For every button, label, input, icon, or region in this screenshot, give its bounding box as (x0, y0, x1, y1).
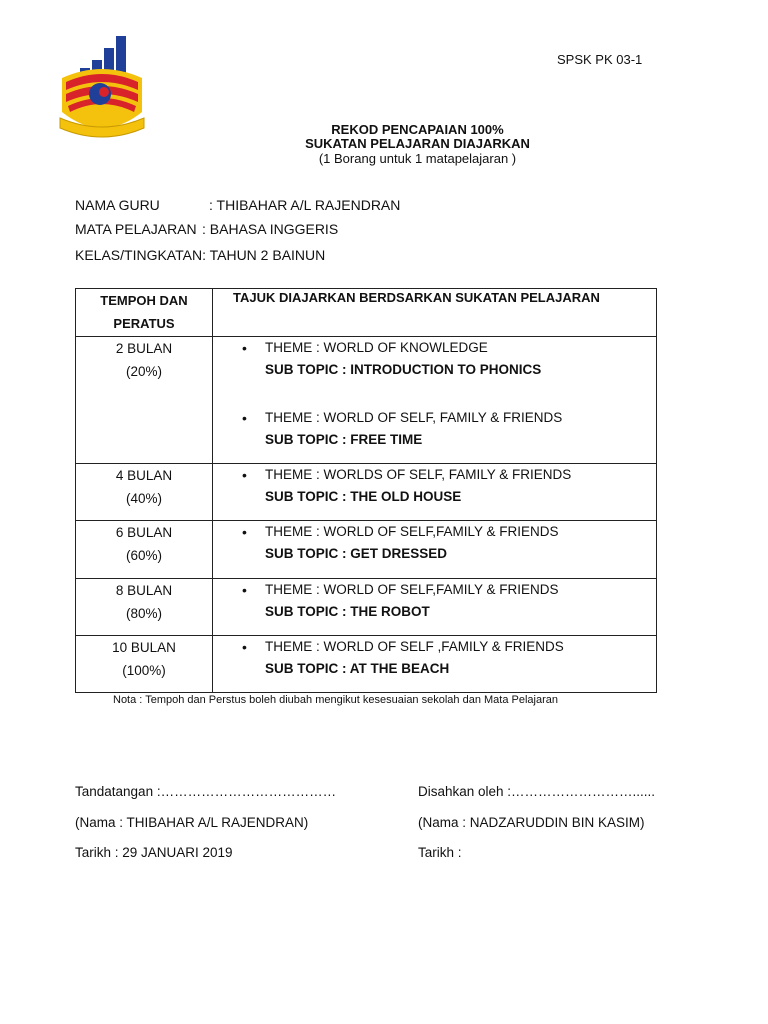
period-cell: 8 BULAN (80%) (76, 579, 213, 636)
topic-cell: • THEME : WORLD OF SELF,FAMILY & FRIENDS SUB TOPIC : GET DRESSED (213, 521, 657, 579)
signature-line-approver: Disahkan oleh :………………………...... (418, 784, 656, 799)
header-period-cell: TEMPOH DAN PERATUS (76, 289, 213, 337)
info-teacher-name: NAMA GURU : THIBAHAR A/L RAJENDRAN (75, 197, 401, 213)
teacher-name: (Nama : THIBAHAR A/L RAJENDRAN) (75, 815, 309, 830)
table-row (76, 464, 657, 521)
form-code: SPSK PK 03-1 (557, 52, 643, 67)
bullet-icon: • (242, 639, 247, 655)
table-row (76, 521, 657, 579)
signature-line-teacher: Tandatangan :………………………………… (75, 784, 337, 799)
table-row (76, 636, 657, 693)
info-class: KELAS/TINGKATAN: TAHUN 2 BAINUN (75, 247, 326, 263)
footnote: Nota : Tempoh dan Perstus boleh diubah mengikut kesesuaian sekolah dan Mata Pelajaran (113, 694, 558, 706)
table-row (76, 579, 657, 636)
form-title: REKOD PENCAPAIAN 100% (331, 122, 504, 137)
form-subtitle: SUKATAN PELAJARAN DIAJARKAN (305, 136, 530, 151)
table-header-row (76, 289, 657, 337)
table-row (76, 337, 657, 464)
period-cell: 4 BULAN (40%) (76, 464, 213, 521)
period-cell: 10 BULAN (100%) (76, 636, 213, 693)
bullet-icon: • (242, 410, 247, 426)
topic-cell: • THEME : WORLD OF SELF ,FAMILY & FRIENDS SUB TOPIC : AT THE BEACH (213, 636, 657, 693)
approver-name: (Nama : NADZARUDDIN BIN KASIM) (418, 815, 645, 830)
topic-cell: • THEME : WORLD OF SELF,FAMILY & FRIENDS SUB TOPIC : THE ROBOT (213, 579, 657, 636)
form-instruction: (1 Borang untuk 1 matapelajaran ) (318, 151, 517, 166)
info-subject: MATA PELAJARAN : BAHASA INGGERIS (75, 221, 339, 237)
topic-cell: • THEME : WORLD OF KNOWLEDGE SUB TOPIC : INTRODUCTION TO PHONICS • THEME : WORLD OF SELF, FAMILY & FRIENDS SUB TOPIC : FREE TIME (213, 337, 657, 464)
period-cell: 2 BULAN (20%) (76, 337, 213, 464)
teacher-date: Tarikh : 29 JANUARI 2019 (75, 845, 233, 860)
topic-cell: • THEME : WORLDS OF SELF, FAMILY & FRIENDS SUB TOPIC : THE OLD HOUSE (213, 464, 657, 521)
header-topic-cell: TAJUK DIAJARKAN BERDSARKAN SUKATAN PELAJARAN (213, 289, 657, 337)
syllabus-table (75, 288, 657, 693)
period-cell: 6 BULAN (60%) (76, 521, 213, 579)
bullet-icon: • (242, 524, 247, 540)
bullet-icon: • (242, 582, 247, 598)
approver-date: Tarikh : (418, 845, 462, 860)
bullet-icon: • (242, 340, 247, 356)
bullet-icon: • (242, 467, 247, 483)
